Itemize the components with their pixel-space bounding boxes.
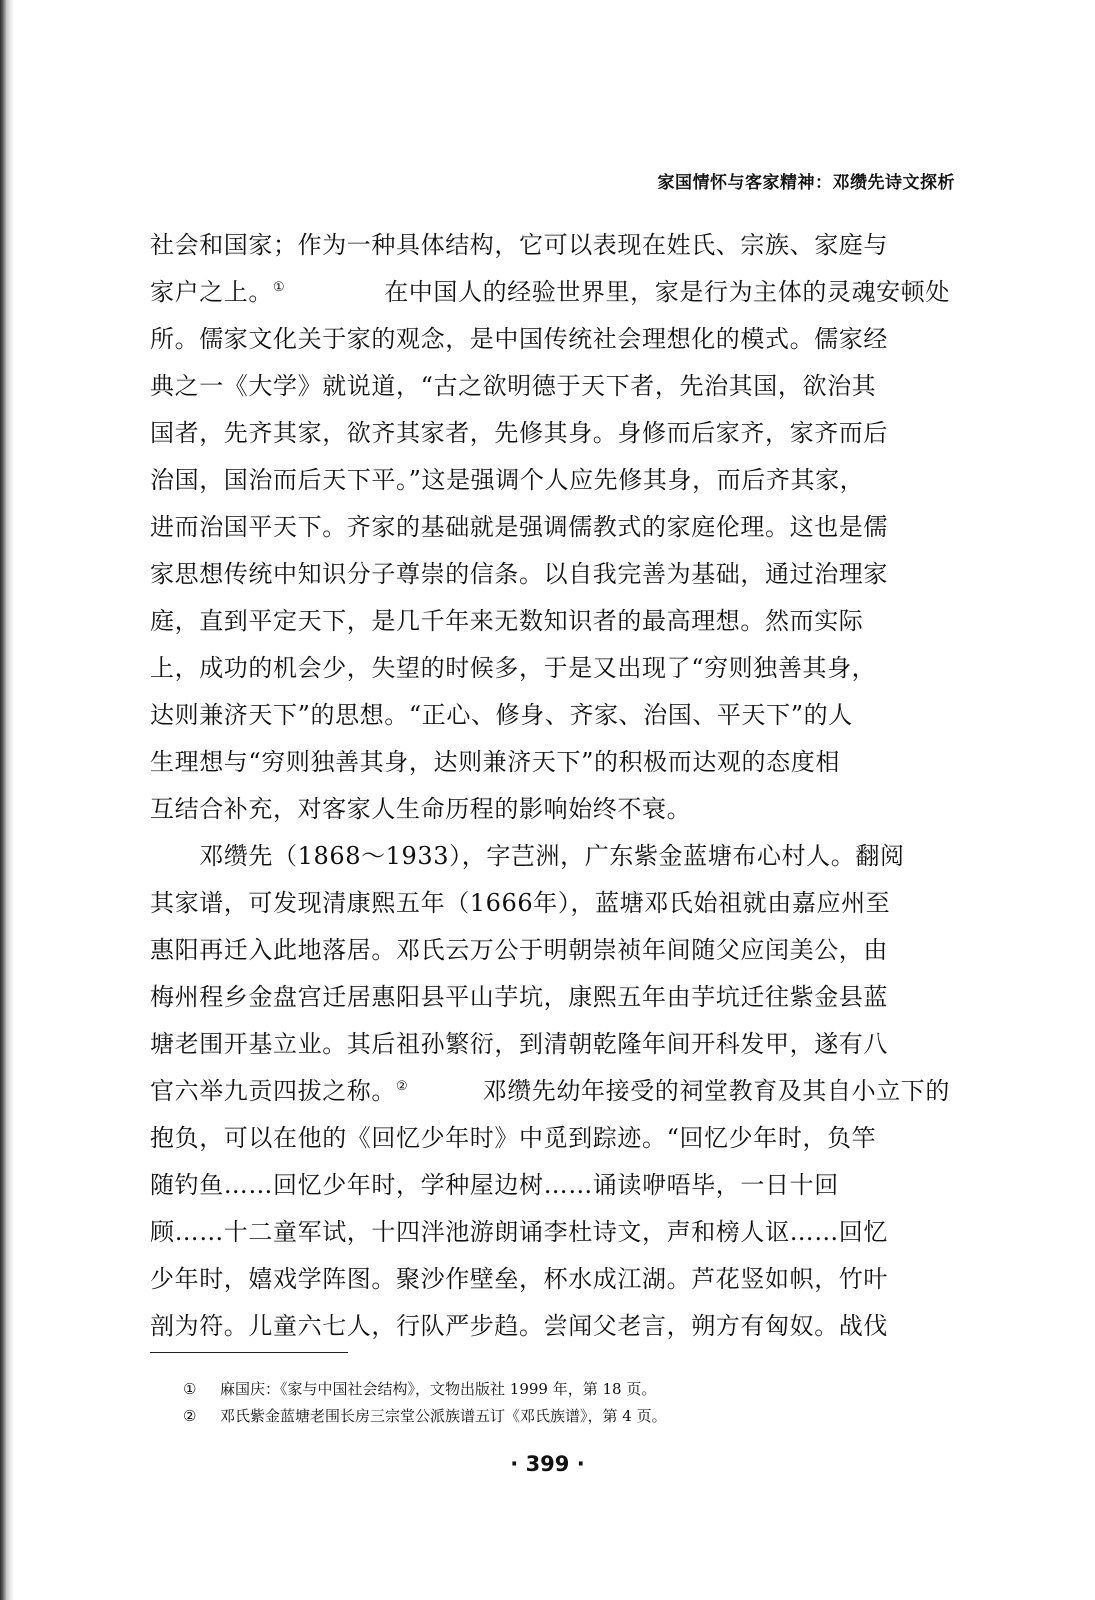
paragraph-2 (150, 833, 950, 1350)
text-line: 国者，先齐其家，欲齐其家者，先修其身。身修而后家齐，家齐而后 (150, 419, 888, 447)
text-line: 顾……十二童军试，十四泮池游朗诵李杜诗文，声和榜人讴……回忆 (150, 1218, 888, 1246)
text-line: 惠阳再迁入此地落居。邓氏云万公于明朝崇祯年间随父应闰美公，由 (150, 936, 888, 964)
footnote-text: 麻国庆：《家与中国社会结构》，文物出版社 1999 年，第 18 页。 (220, 1380, 657, 1398)
footnote-mark: ① (183, 1380, 197, 1398)
text-line: 典之一《大学》就说道，“古之欲明德于天下者，先治其国，欲治其 (150, 372, 877, 400)
text-fragment: 家户之上。 (150, 278, 273, 306)
text-line: 生理想与“穷则独善其身，达则兼济天下”的积极而达观的态度相 (150, 748, 840, 776)
text-line: 互结合补充，对客家人生命历程的影响始终不衰。 (150, 795, 692, 823)
text-segment (150, 1068, 408, 1115)
footnote-text: 邓氏紫金蓝塘老围长房三宗堂公派族谱五订《邓氏族谱》，第 4 页。 (220, 1407, 667, 1425)
scan-edge-shadow (0, 0, 14, 1600)
text-line: 家思想传统中知识分子尊崇的信条。以自我完善为基础，通过治理家 (150, 560, 888, 588)
text-line: 梅州程乡金盘宫迁居惠阳县平山芋坑，康熙五年由芋坑迁往紫金县蓝 (150, 983, 888, 1011)
text-segment: 在中国人的经验世界里，家是行为主体的灵魂安顿处 (384, 278, 950, 306)
text-segment (150, 269, 285, 316)
paragraph-1 (150, 222, 950, 833)
footnote-divider (150, 1352, 348, 1353)
text-line: 少年时，嬉戏学阵图。聚沙作壁垒，杯水成江湖。芦花竖如帜，竹叶 (150, 1265, 888, 1293)
text-line (150, 1068, 950, 1115)
footnote-1 (183, 1376, 667, 1403)
text-fragment: 官六举九贡四拔之称。 (150, 1077, 396, 1105)
text-line: 治国，国治而后天下平。”这是强调个人应先修其身，而后齐其家， (150, 466, 865, 494)
footnote-ref-1[interactable]: ① (273, 280, 286, 295)
running-head: 家国情怀与客家精神：邓缵先诗文探析 (657, 173, 955, 193)
text-line: 剖为符。儿童六七人，行队严步趋。尝闻父老言，朔方有匈奴。战伐 (150, 1312, 888, 1340)
text-line: 达则兼济天下”的思想。“正心、修身、齐家、治国、平天下”的人 (150, 701, 853, 729)
text-line (150, 269, 950, 316)
text-line: 社会和国家；作为一种具体结构，它可以表现在姓氏、宗族、家庭与 (150, 231, 888, 259)
main-text (150, 222, 950, 1350)
text-line: 进而治国平天下。齐家的基础就是强调儒教式的家庭伦理。这也是儒 (150, 513, 888, 541)
text-line: 上，成功的机会少，失望的时候多，于是又出现了“穷则独善其身， (150, 654, 877, 682)
text-segment: 邓缵先幼年接受的祠堂教育及其自小立下的 (482, 1077, 950, 1105)
footnote-ref-2[interactable]: ② (396, 1079, 409, 1094)
text-line: 所。儒家文化关于家的观念，是中国传统社会理想化的模式。儒家经 (150, 325, 888, 353)
text-line: 其家谱，可发现清康熙五年（1666年），蓝塘邓氏始祖就由嘉应州至 (150, 889, 891, 917)
text-line: 邓缵先（1868～1933），字芑洲，广东紫金蓝塘布心村人。翻阅 (150, 842, 905, 870)
text-line: 随钓鱼……回忆少年时，学种屋边树……诵读咿唔毕，一日十回 (150, 1171, 839, 1199)
footnotes (183, 1376, 667, 1430)
footnote-mark: ② (183, 1407, 197, 1425)
footnote-2 (183, 1403, 667, 1430)
text-line: 庭，直到平定天下，是几千年来无数知识者的最高理想。然而实际 (150, 607, 864, 635)
text-line: 塘老围开基立业。其后祖孙繁衍，到清朝乾隆年间开科发甲，遂有八 (150, 1030, 888, 1058)
text-line: 抱负，可以在他的《回忆少年时》中觅到踪迹。“回忆少年时，负竿 (150, 1124, 877, 1152)
page-number: · 399 · (510, 1452, 585, 1476)
